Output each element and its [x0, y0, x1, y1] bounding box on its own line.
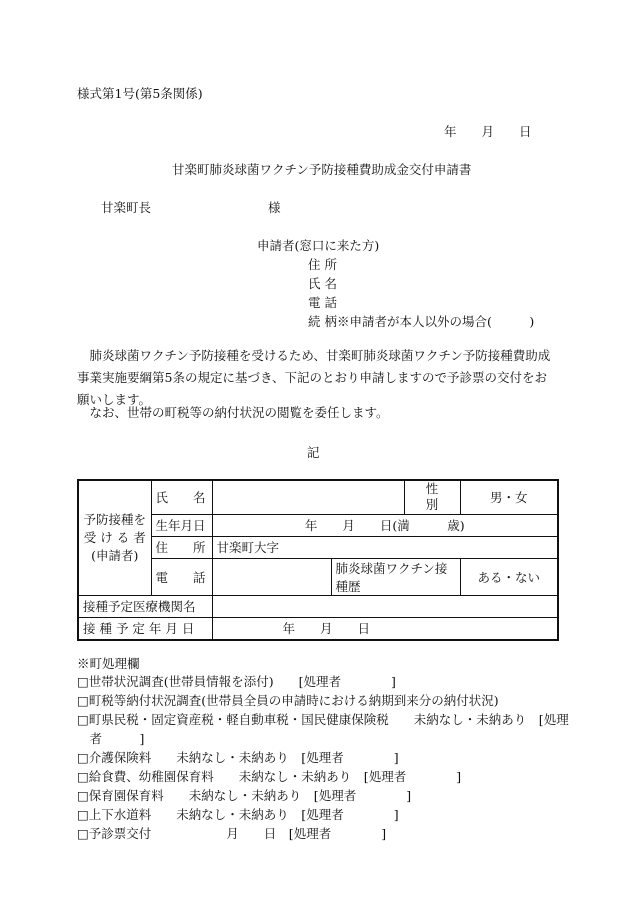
sex-label	[404, 480, 460, 514]
address-label: 住 所	[151, 536, 212, 558]
addressee-sama: 様	[268, 200, 281, 215]
sex-label-line-2: 別	[425, 497, 439, 513]
processing-heading: ※町処理欄	[77, 656, 140, 671]
applicant-relation: 続 柄※申請者が本人以外の場合( )	[308, 314, 535, 329]
processing-item: □給食費、幼稚園保育料 未納なし・未納あり [処理者 ]	[77, 769, 462, 784]
processing-item: □世帯状況調査(世帯員情報を添付) [処理者 ]	[77, 674, 396, 689]
name-label: 氏 名	[151, 480, 212, 514]
applicant-name: 氏 名	[308, 276, 337, 291]
date-label: 接 種 予 定 年 月 日	[78, 617, 212, 640]
processing-item: □上下水道料 未納なし・未納あり [処理者 ]	[77, 807, 399, 822]
processing-item: □予診票交付 月 日 [処理者 ]	[77, 826, 387, 841]
history-label: 肺炎球菌ワクチン接種歴	[331, 558, 460, 595]
applicant-heading: 申請者(窓口に来た方)	[257, 238, 380, 253]
date-line: 年 月 日	[444, 124, 532, 139]
birth-label: 生年月日	[151, 514, 212, 536]
history-field[interactable]: ある・ない	[460, 558, 558, 595]
applicant-address: 住 所	[308, 257, 337, 272]
sex-label-line-1: 性	[425, 481, 439, 497]
processing-item: □保育園保育料 未納なし・未納あり [処理者 ]	[77, 788, 412, 803]
recipient-group-label	[78, 480, 151, 595]
phone-field[interactable]	[212, 558, 331, 595]
processing-item: □町税等納付状況調査(世帯員全員の申請時における納期到来分の納付状況)	[77, 693, 499, 708]
group-label-line-2: 受 け る 者	[83, 529, 146, 545]
group-label-line-3: (申請者)	[91, 547, 139, 563]
processing-item: 者 ]	[77, 731, 145, 746]
name-field[interactable]	[212, 480, 404, 514]
birth-field[interactable]: 年 月 日(満 歳)	[212, 514, 558, 536]
form-number: 様式第1号(第5条関係)	[77, 86, 203, 101]
group-label-line-1: 予防接種を	[83, 511, 146, 527]
sex-field[interactable]: 男・女	[460, 480, 558, 514]
phone-label: 電 話	[151, 558, 212, 595]
processing-item: □町県民税・固定資産税・軽自動車税・国民健康保険税 未納なし・未納あり [処理	[77, 712, 569, 727]
document-title: 甘楽町肺炎球菌ワクチン予防接種費助成金交付申請書	[172, 162, 472, 177]
body-paragraph-2: なお、世帯の町税等の納付状況の閲覧を委任します。	[77, 405, 389, 420]
addressee-town: 甘楽町長	[101, 200, 152, 215]
body-paragraph-1: 肺炎球菌ワクチン予防接種を受けるため、甘楽町肺炎球菌ワクチン予防接種費助成事業実施要綱第5条の規定に基づき、下記のとおり申請しますので予診票の交付をお願いします。	[77, 348, 551, 407]
clinic-field[interactable]	[212, 595, 558, 617]
applicant-phone: 電 話	[308, 295, 337, 310]
processing-item: □介護保険料 未納なし・未納あり [処理者 ]	[77, 750, 399, 765]
ki-heading: 記	[307, 445, 320, 460]
clinic-label: 接種予定医療機関名	[78, 595, 212, 617]
date-field[interactable]: 年 月 日	[212, 617, 558, 640]
address-field[interactable]: 甘楽町大字	[212, 536, 558, 558]
application-table	[77, 479, 559, 641]
